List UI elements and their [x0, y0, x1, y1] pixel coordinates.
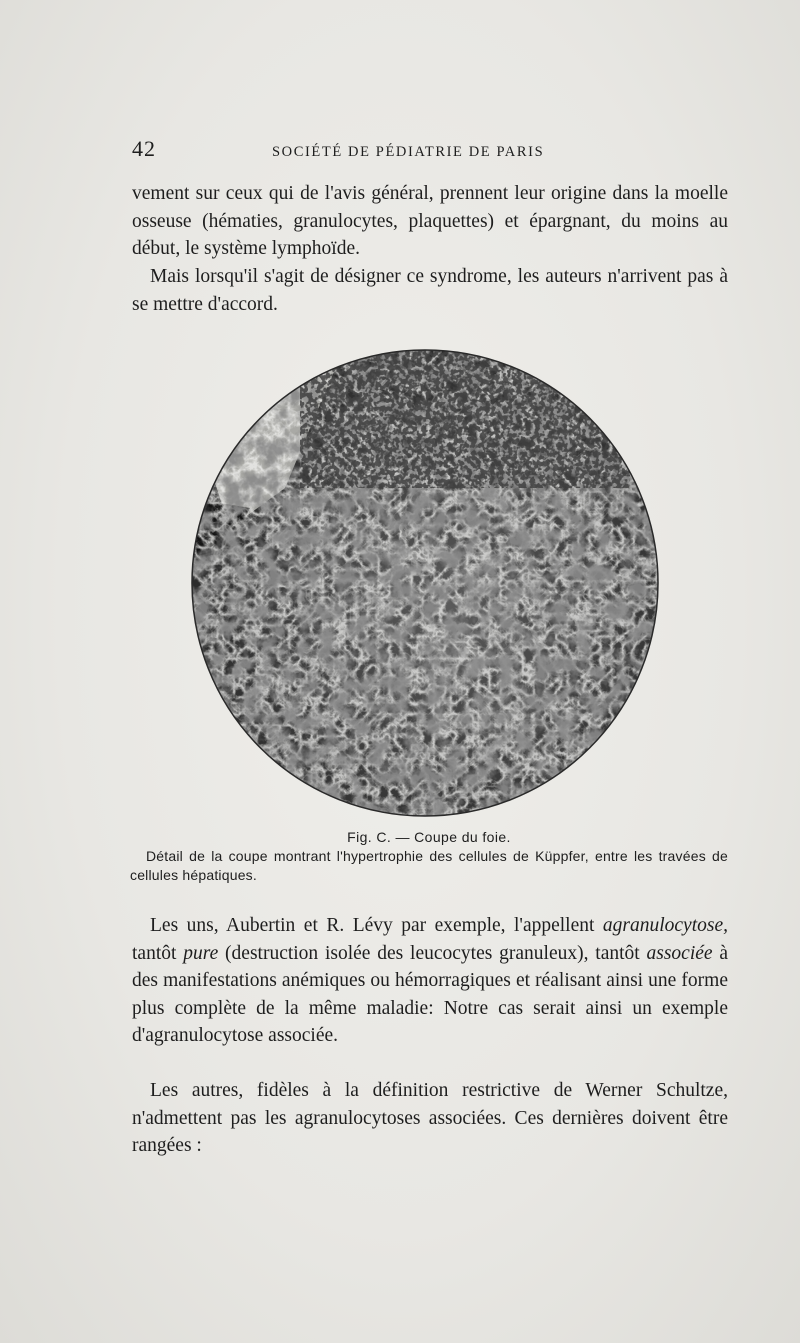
figure-caption — [130, 828, 728, 885]
paragraph-3-text-3: (destruction isolée des leucocytes granuleux), tantôt — [218, 942, 647, 964]
paragraph-4: Les autres, fidèles à la définition restrictive de Werner Schultze, n'admettent pas les agranulocytoses associées. Ces dernières doivent être rangées : — [132, 1080, 728, 1156]
page-header — [132, 136, 727, 168]
term-agranulocytose: agranulocytose, — [602, 915, 728, 936]
paragraph-3-text-2: tantôt — [132, 942, 184, 964]
paragraph-1: vement sur ceux qui de l'avis général, prennent leur origine dans la moelle osseuse (hématies, granulocytes, plaquettes) et épargnant, du moins au début, le système lymphoïde. — [132, 183, 728, 259]
liver-section-micrograph — [190, 348, 660, 818]
paragraph-3-text-4: à des manifestations anémiques ou hémorragiques et réalisant ainsi une forme plus complète de la même maladie: Notre cas serait ainsi un exemple d'agranulocytose associée. — [132, 942, 728, 1046]
figure-micrograph — [190, 348, 660, 818]
paragraph-2: Mais lorsqu'il s'agit de désigner ce syndrome, les auteurs n'arrivent pas à se mettre d'accord. — [132, 266, 728, 315]
running-head: SOCIÉTÉ DE PÉDIATRIE DE PARIS — [272, 144, 545, 160]
paragraph-3-text-1: Les uns, Aubertin et R. Lévy par exemple, l'appellent — [150, 915, 603, 936]
paragraph-3 — [132, 912, 728, 1050]
term-pure: pure — [183, 942, 219, 964]
page-number: 42 — [132, 136, 156, 161]
caption-title: Fig. C. — Coupe du foie. — [347, 829, 511, 845]
term-associee: associée — [646, 942, 713, 964]
caption-description: Détail de la coupe montrant l'hypertrophie des cellules de Küppfer, entre les travées de cellules hépatiques. — [130, 848, 728, 883]
